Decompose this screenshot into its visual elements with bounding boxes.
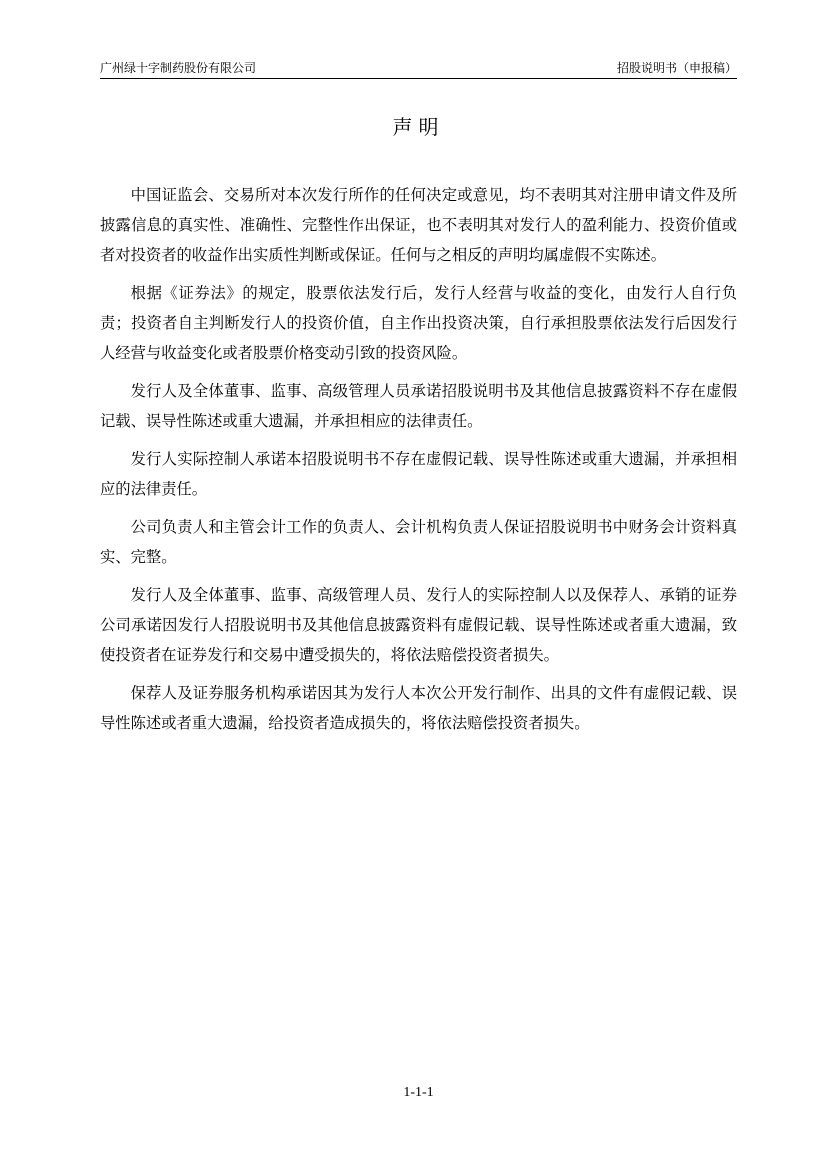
paragraph-compensation-commitment: 发行人及全体董事、监事、高级管理人员、发行人的实际控制人以及保荐人、承销的证券公司承诺因发行人招股说明书及其他信息披露资料有虚假记载、误导性陈述或者重大遗漏，致使投资者在证券发行和交易中遭受损失的，将依法赔偿投资者损失。 — [100, 586, 737, 664]
paragraph-controller-commitment: 发行人实际控制人承诺本招股说明书不存在虚假记载、误导性陈述或重大遗漏，并承担相应的法律责任。 — [100, 450, 737, 498]
paragraph-regulator-disclaimer: 中国证监会、交易所对本次发行所作的任何决定或意见，均不表明其对注册申请文件及所披露信息的真实性、准确性、完整性作出保证，也不表明其对发行人的盈利能力、投资价值或者对投资者的收益作出实质性判断或保证。任何与之相反的声明均属虚假不实陈述。 — [100, 186, 737, 264]
paragraph-board-commitment: 发行人及全体董事、监事、高级管理人员承诺招股说明书及其他信息披露资料不存在虚假记载、误导性陈述或重大遗漏，并承担相应的法律责任。 — [100, 382, 737, 430]
paragraph-securities-law: 根据《证券法》的规定，股票依法发行后，发行人经营与收益的变化，由发行人自行负责；投资者自主判断发行人的投资价值，自主作出投资决策，自行承担股票依法发行后因发行人经营与收益变化或者股票价格变动引致的投资风险。 — [100, 284, 737, 362]
header-document-type: 招股说明书（申报稿） — [616, 61, 737, 75]
page-number: 1-1-1 — [403, 1085, 434, 1100]
paragraph-accounting-guarantee: 公司负责人和主管会计工作的负责人、会计机构负责人保证招股说明书中财务会计资料真实、完整。 — [100, 518, 737, 566]
header-divider — [100, 78, 737, 79]
header-company-name: 广州绿十字制药股份有限公司 — [100, 61, 257, 75]
paragraph-sponsor-commitment: 保荐人及证券服务机构承诺因其为发行人本次公开发行制作、出具的文件有虚假记载、误导性陈述或者重大遗漏，给投资者造成损失的，将依法赔偿投资者损失。 — [100, 684, 737, 732]
page-header — [100, 58, 737, 78]
declaration-body — [100, 180, 737, 746]
page-title: 声明 — [392, 115, 445, 140]
